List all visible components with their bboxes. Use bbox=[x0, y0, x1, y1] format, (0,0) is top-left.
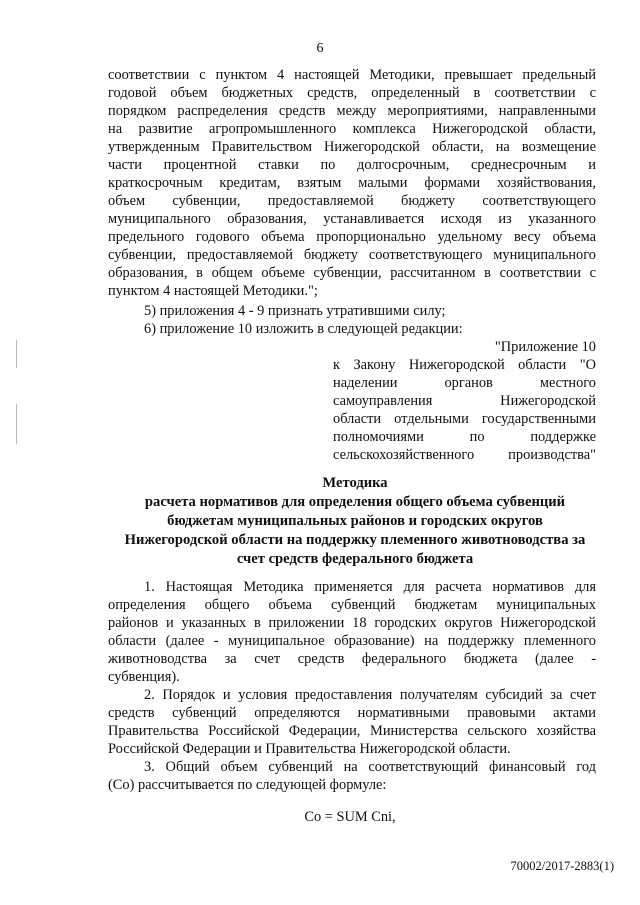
paragraph-1-line: 1. Настоящая Методика применяется для расчета нормативов для bbox=[144, 579, 596, 595]
formula: Со = SUM Сni, bbox=[304, 809, 396, 825]
intro-line: объем субвенции, предоставляемой бюджету соответствующего bbox=[108, 193, 596, 209]
methodology-title: Методика bbox=[322, 475, 388, 491]
appendix-line: сельскохозяйственного производства" bbox=[333, 447, 596, 463]
appendix-title: "Приложение 10 bbox=[494, 339, 596, 355]
intro-line: пунктом 4 настоящей Методики."; bbox=[108, 283, 318, 299]
paragraph-2-line: Российской Федерации и Правительства Нижегородской области. bbox=[108, 741, 511, 757]
document-code: 70002/2017-2883(1) bbox=[510, 859, 614, 873]
paragraph-3-line: (Со) рассчитывается по следующей формуле: bbox=[108, 777, 387, 793]
appendix-line: к Закону Нижегородской области "О bbox=[333, 357, 596, 373]
intro-line: соответствии с пунктом 4 настоящей Методики, превышает предельный bbox=[108, 67, 596, 83]
intro-line: субвенции, предоставляемой бюджету соответствующего муниципального bbox=[108, 247, 596, 263]
paragraph-1-line: области (далее - муниципальное образование) на поддержку племенного bbox=[108, 633, 596, 649]
appendix-line: наделении органов местного bbox=[333, 375, 596, 391]
scan-margin-mark bbox=[16, 404, 17, 444]
intro-line: краткосрочным кредитам, взятым малыми формами хозяйствования, bbox=[108, 175, 596, 191]
intro-line: части процентной ставки по долгосрочным, среднесрочным и bbox=[108, 157, 596, 173]
intro-line: на развитие агропромышленного комплекса Нижегородской области, bbox=[108, 121, 596, 137]
item-6: 6) приложение 10 изложить в следующей редакции: bbox=[144, 321, 463, 337]
paragraph-1-line: животноводства за счет средств федерального бюджета (далее - bbox=[108, 651, 596, 667]
paragraph-2-line: средств субвенций определяются нормативными правовыми актами bbox=[108, 705, 596, 721]
appendix-line: самоуправления Нижегородской bbox=[333, 393, 596, 409]
paragraph-1-line: субвенция). bbox=[108, 669, 180, 685]
intro-line: муниципального образования, устанавливается исходя из указанного bbox=[108, 211, 596, 227]
page-number: 6 bbox=[316, 41, 324, 56]
paragraph-3-line: 3. Общий объем субвенций на соответствующий финансовый год bbox=[144, 759, 596, 775]
paragraph-1-line: определения общего объема субвенций бюджетам муниципальных bbox=[108, 597, 596, 613]
methodology-subtitle-line: расчета нормативов для определения общего объема субвенций bbox=[144, 494, 566, 510]
intro-line: порядком распределения средств между мероприятиями, направленными bbox=[108, 103, 596, 119]
methodology-subtitle-line: Нижегородской области на поддержку племенного животноводства за bbox=[124, 532, 586, 548]
intro-line: образования, в общем объеме субвенции, рассчитанном в соответствии с bbox=[108, 265, 596, 281]
intro-line: предельного годового объема пропорционально удельному весу объема bbox=[108, 229, 596, 245]
methodology-subtitle-line: счет средств федерального бюджета bbox=[236, 551, 474, 567]
item-5: 5) приложения 4 - 9 признать утратившими силу; bbox=[144, 303, 446, 319]
appendix-line: полномочиями по поддержке bbox=[333, 429, 596, 445]
intro-line: годовой объем бюджетных средств, определенный в соответствии с bbox=[108, 85, 596, 101]
paragraph-2-line: 2. Порядок и условия предоставления получателям субсидий за счет bbox=[144, 687, 596, 703]
paragraph-1-line: районов и указанных в приложении 18 городских округов Нижегородской bbox=[108, 615, 596, 631]
appendix-line: области отдельными государственными bbox=[333, 411, 596, 427]
scan-margin-mark bbox=[16, 340, 17, 368]
paragraph-2-line: Правительства Российской Федерации, Министерства сельского хозяйства bbox=[108, 723, 596, 739]
intro-line: утвержденным Правительством Нижегородской области, на возмещение bbox=[108, 139, 596, 155]
methodology-subtitle-line: бюджетам муниципальных районов и городских округов bbox=[167, 513, 543, 529]
